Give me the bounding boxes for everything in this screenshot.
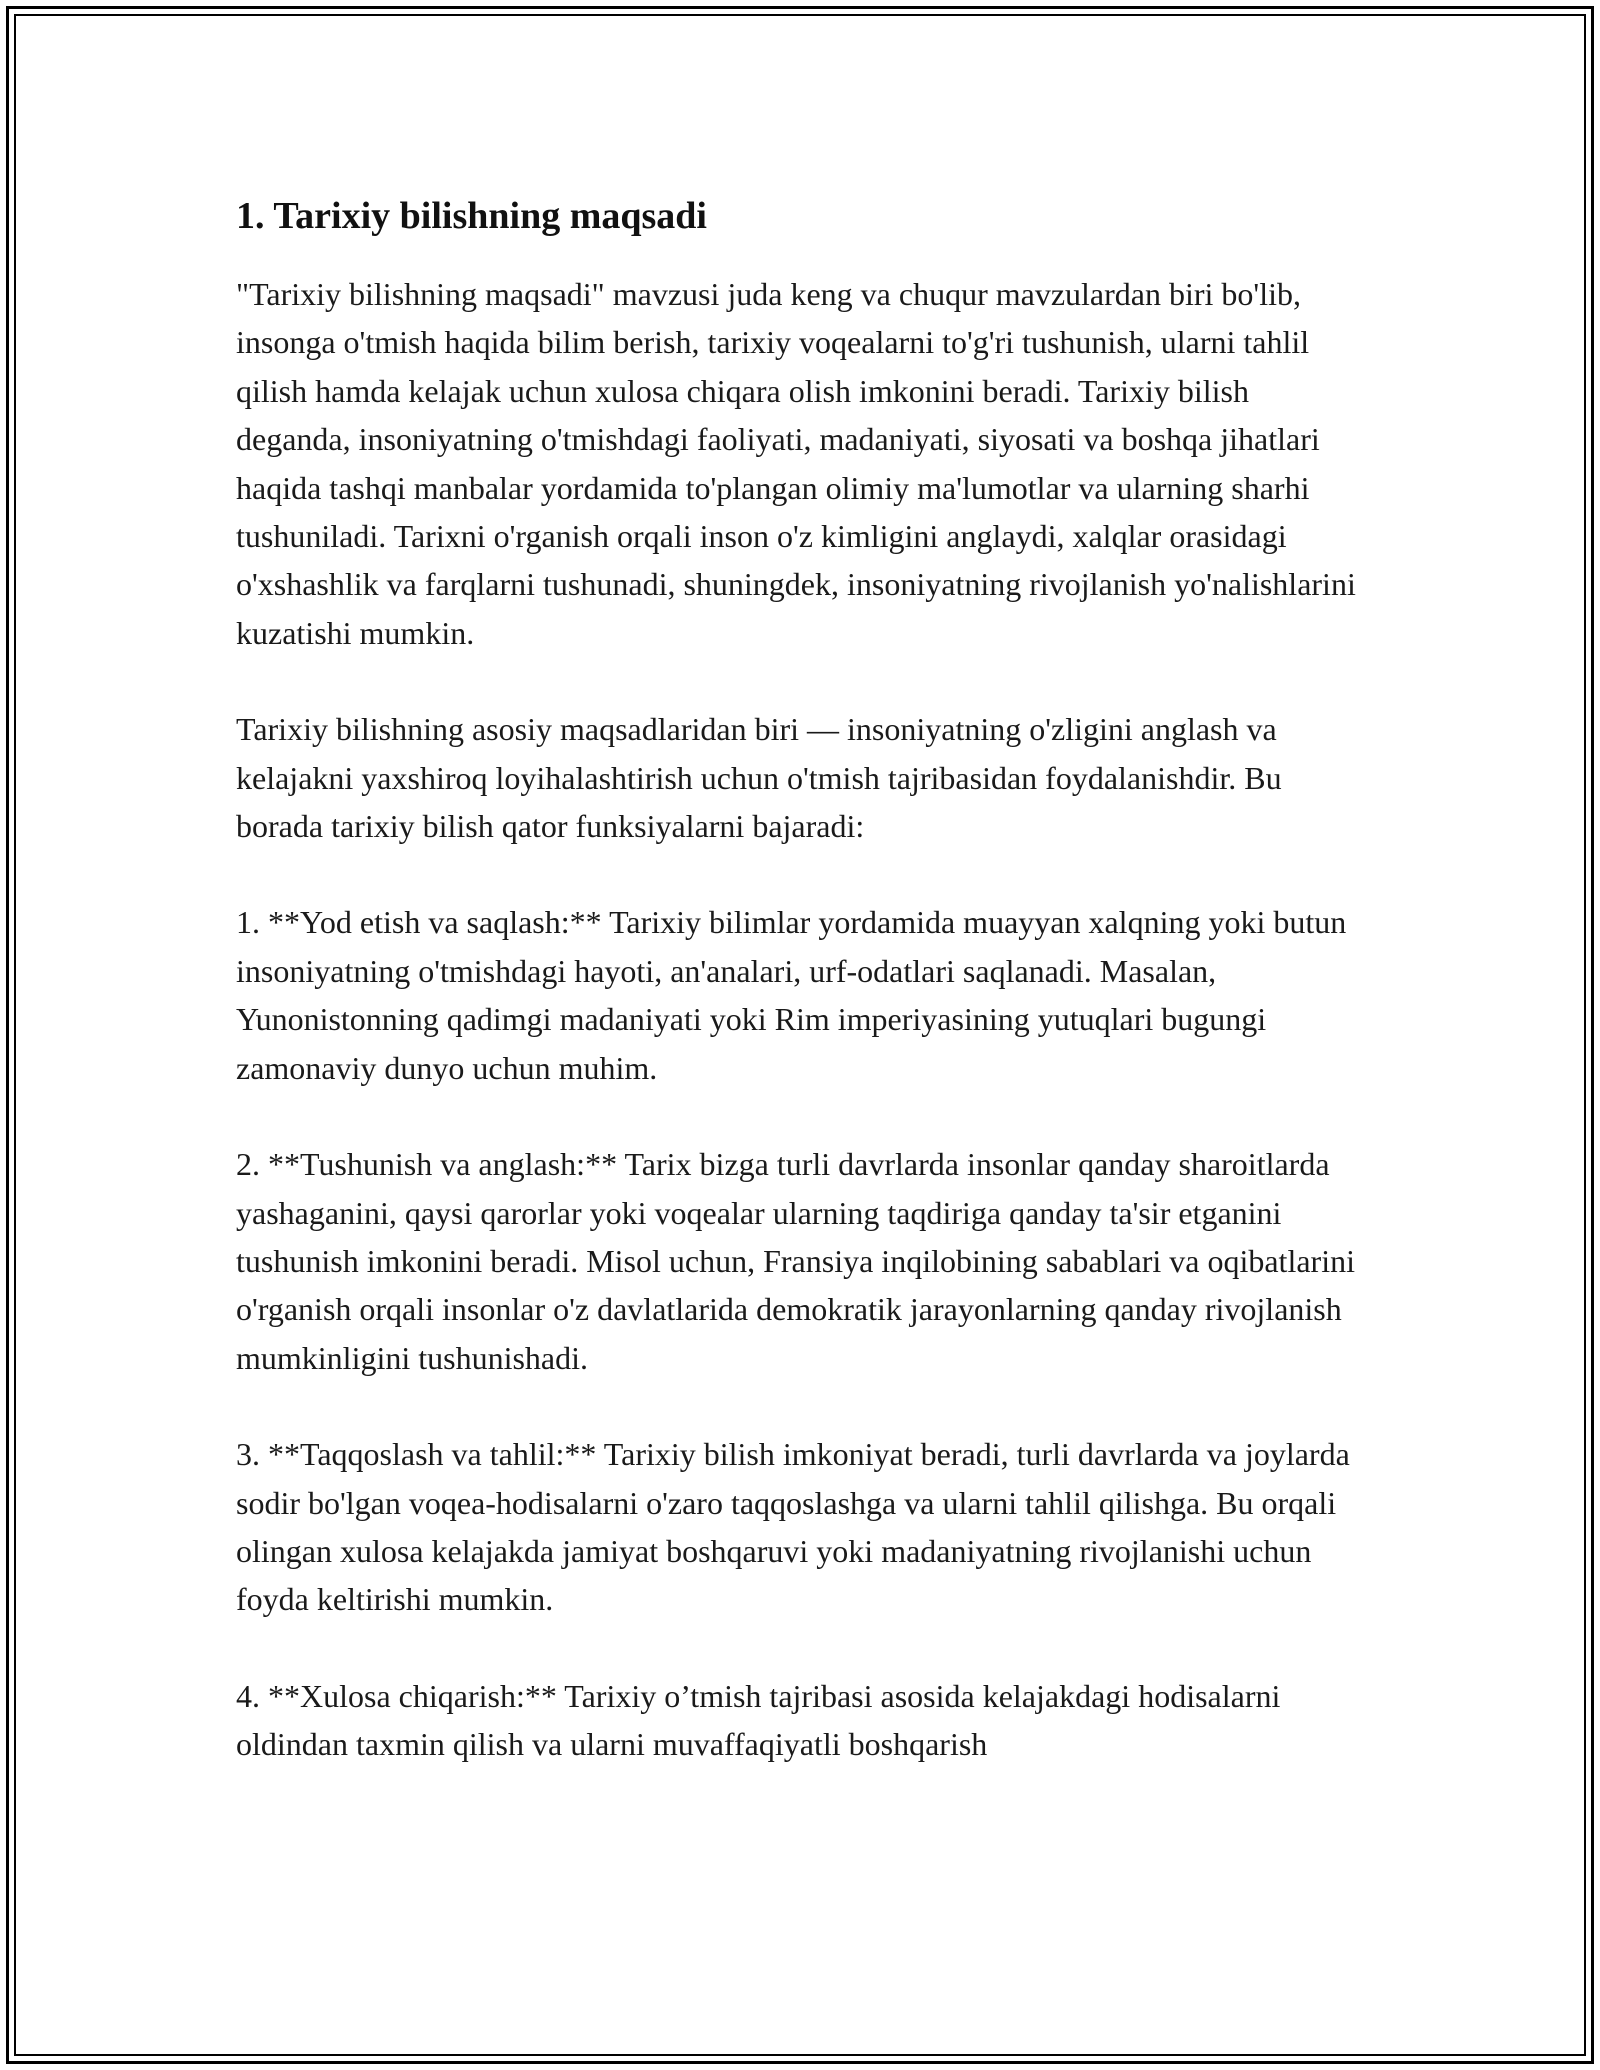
- list-item-memory: 1. **Yod etish va saqlash:** Tarixiy bilimlar yordamida muayyan xalqning yoki butun insoniyatning o'tmishdagi hayoti, an'analari, urf-odatlari saqlanadi. Masalan, Yunonistonning qadimgi madaniyati yoki Rim imperiyasining yutuqlari bugungi zamonaviy dunyo uchun muhim.: [236, 904, 1347, 1086]
- intro-paragraph: "Tarixiy bilishning maqsadi" mavzusi juda keng va chuqur mavzulardan biri bo'lib, insonga o'tmish haqida bilim berish, tarixiy voqealarni to'g'ri tushunish, ularni tahlil qilish hamda kelajak uchun xulosa chiqara olish imkonini beradi. Tarixiy bilish deganda, insoniyatning o'tmishdagi faoliyati, madaniyati, siyosati va boshqa jihatlari haqida tashqi manbalar yordamida to'plangan olimiy ma'lumotlar va ularning sharhi tushuniladi. Tarixni o'rganish orqali inson o'z kimligini anglaydi, xalqlar orasidagi o'xshashlik va farqlarni tushunadi, shuningdek, insoniyatning rivojlanish yo'nalishlarini kuzatishi mumkin.: [236, 276, 1356, 651]
- document-page: [236, 188, 1366, 1817]
- list-item-comparison: 3. **Taqqoslash va tahlil:** Tarixiy bilish imkoniyat beradi, turli davrlarda va joylarda sodir bo'lgan voqea-hodisalarni o'zaro taqqoslashga va ularni tahlil qilishga. Bu orqali olingan xulosa kelajakda jamiyat boshqaruvi yoki madaniyatning rivojlanishi uchun foyda keltirishi mumkin.: [236, 1436, 1350, 1618]
- list-item-conclusion: 4. **Xulosa chiqarish:** Tarixiy o’tmish tajribasi asosida kelajakdagi hodisalarni oldindan taxmin qilish va ularni muvaffaqiyatli boshqarish: [236, 1677, 1281, 1763]
- list-item-understanding: 2. **Tushunish va anglash:** Tarix bizga turli davrlarda insonlar qanday sharoitlarda yashaganini, qaysi qarorlar yoki voqealar ularning taqdiriga qanday ta'sir etganini tushunish imkonini beradi. Misol uchun, Fransiya inqilobining sabablari va oqibatlarini o'rganish orqali insonlar o'z davlatlarida demokratik jarayonlarning qanday rivojlanish mumkinligini tushunishadi.: [236, 1146, 1355, 1376]
- section-heading: 1. Tarixiy bilishning maqsadi: [236, 195, 707, 237]
- goals-paragraph: Tarixiy bilishning asosiy maqsadlaridan biri — insoniyatning o'zligini anglash va kelajakni yaxshiroq loyihalashtirish uchun o'tmish tajribasidan foydalanishdir. Bu borada tarixiy bilish qator funksiyalarni bajaradi:: [236, 711, 1282, 845]
